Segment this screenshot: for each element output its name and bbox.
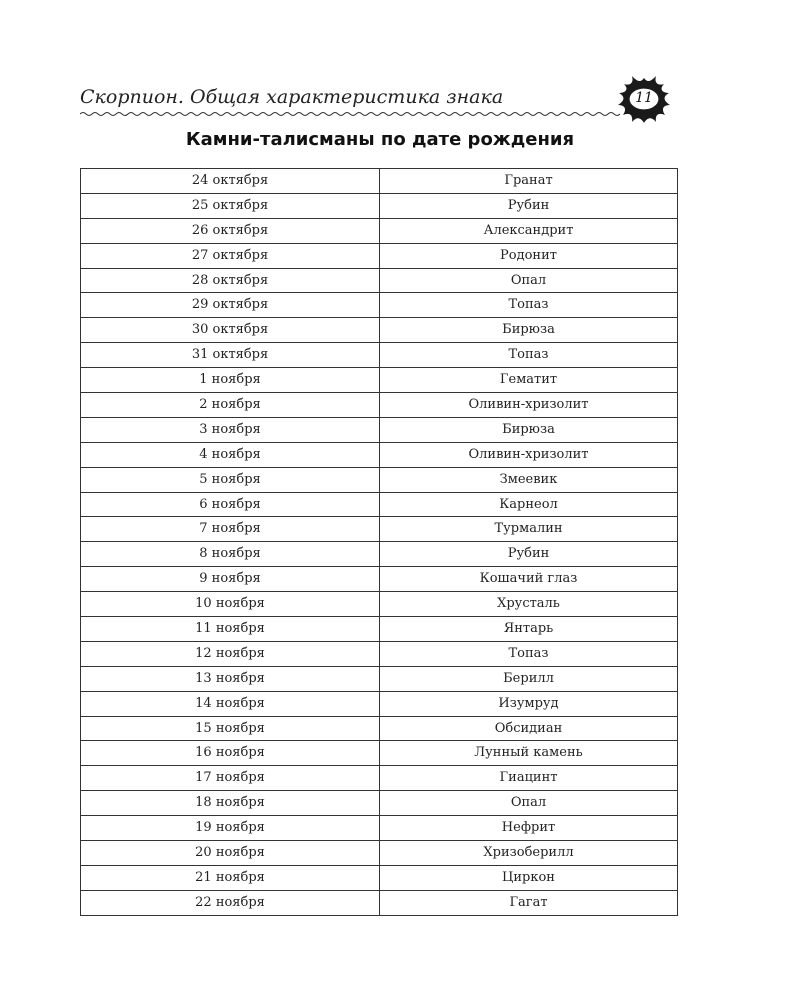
stone-cell: Оливин-хризолит [380, 393, 678, 418]
birth-date-cell: 19 ноября [81, 816, 380, 841]
stone-cell: Хрусталь [380, 592, 678, 617]
stone-cell: Гранат [380, 169, 678, 194]
birth-date-cell: 30 октября [81, 318, 380, 343]
stone-cell: Хризоберилл [380, 841, 678, 866]
stone-cell: Карнеол [380, 492, 678, 517]
stone-cell: Топаз [380, 343, 678, 368]
running-header [80, 82, 680, 122]
birth-date-cell: 22 ноября [81, 890, 380, 915]
table-row [81, 666, 678, 691]
table-row [81, 169, 678, 194]
stone-cell: Оливин-хризолит [380, 442, 678, 467]
stone-cell: Кошачий глаз [380, 567, 678, 592]
birthstone-table [80, 168, 678, 916]
table-row [81, 517, 678, 542]
stone-cell: Топаз [380, 293, 678, 318]
table-row [81, 641, 678, 666]
birth-date-cell: 27 октября [81, 243, 380, 268]
table-row [81, 492, 678, 517]
birth-date-cell: 28 октября [81, 268, 380, 293]
table-row [81, 318, 678, 343]
table-row [81, 293, 678, 318]
birth-date-cell: 7 ноября [81, 517, 380, 542]
stone-cell: Янтарь [380, 617, 678, 642]
table-heading: Камни-талисманы по дате рождения [185, 129, 575, 150]
birth-date-cell: 18 ноября [81, 791, 380, 816]
stone-cell: Лунный камень [380, 741, 678, 766]
table-row [81, 417, 678, 442]
birth-date-cell: 21 ноября [81, 865, 380, 890]
table-row [81, 243, 678, 268]
birth-date-cell: 9 ноября [81, 567, 380, 592]
birth-date-cell: 5 ноября [81, 467, 380, 492]
header-wavy-rule [80, 111, 620, 117]
table-row [81, 467, 678, 492]
birth-date-cell: 4 ноября [81, 442, 380, 467]
table-row [81, 218, 678, 243]
stone-cell: Изумруд [380, 691, 678, 716]
birth-date-cell: 2 ноября [81, 393, 380, 418]
stone-cell: Гиацинт [380, 766, 678, 791]
stone-cell: Рубин [380, 193, 678, 218]
stone-cell: Гагат [380, 890, 678, 915]
stone-cell: Опал [380, 791, 678, 816]
birth-date-cell: 26 октября [81, 218, 380, 243]
birth-date-cell: 11 ноября [81, 617, 380, 642]
table-row [81, 368, 678, 393]
table-row [81, 268, 678, 293]
stone-cell: Нефрит [380, 816, 678, 841]
table-row [81, 766, 678, 791]
birth-date-cell: 8 ноября [81, 542, 380, 567]
table-row [81, 567, 678, 592]
table-row [81, 791, 678, 816]
stone-cell: Гематит [380, 368, 678, 393]
stone-cell: Берилл [380, 666, 678, 691]
stone-cell: Обсидиан [380, 716, 678, 741]
table-row [81, 865, 678, 890]
table-row [81, 393, 678, 418]
header-title: Скорпион. Общая характеристика знака [80, 86, 504, 108]
birth-date-cell: 3 ноября [81, 417, 380, 442]
birth-date-cell: 16 ноября [81, 741, 380, 766]
table-row [81, 343, 678, 368]
table-row [81, 890, 678, 915]
page-number-badge [612, 74, 676, 124]
birth-date-cell: 31 октября [81, 343, 380, 368]
birth-date-cell: 25 октября [81, 193, 380, 218]
stone-cell: Топаз [380, 641, 678, 666]
stone-cell: Турмалин [380, 517, 678, 542]
stone-cell: Бирюза [380, 417, 678, 442]
birth-date-cell: 14 ноября [81, 691, 380, 716]
stone-cell: Александрит [380, 218, 678, 243]
birth-date-cell: 13 ноября [81, 666, 380, 691]
table-row [81, 691, 678, 716]
birth-date-cell: 12 ноября [81, 641, 380, 666]
stone-cell: Опал [380, 268, 678, 293]
stone-cell: Рубин [380, 542, 678, 567]
stone-cell: Родонит [380, 243, 678, 268]
birth-date-cell: 17 ноября [81, 766, 380, 791]
stone-cell: Змеевик [380, 467, 678, 492]
table-row [81, 617, 678, 642]
stone-cell: Бирюза [380, 318, 678, 343]
table-row [81, 442, 678, 467]
table-row [81, 193, 678, 218]
table-row [81, 816, 678, 841]
table-row [81, 741, 678, 766]
birth-date-cell: 20 ноября [81, 841, 380, 866]
birth-date-cell: 15 ноября [81, 716, 380, 741]
table-row [81, 542, 678, 567]
birth-date-cell: 1 ноября [81, 368, 380, 393]
stone-cell: Циркон [380, 865, 678, 890]
birth-date-cell: 6 ноября [81, 492, 380, 517]
page-number: 11 [635, 90, 653, 106]
birth-date-cell: 24 октября [81, 169, 380, 194]
birth-date-cell: 29 октября [81, 293, 380, 318]
table-row [81, 592, 678, 617]
table-row [81, 841, 678, 866]
birth-date-cell: 10 ноября [81, 592, 380, 617]
table-row [81, 716, 678, 741]
